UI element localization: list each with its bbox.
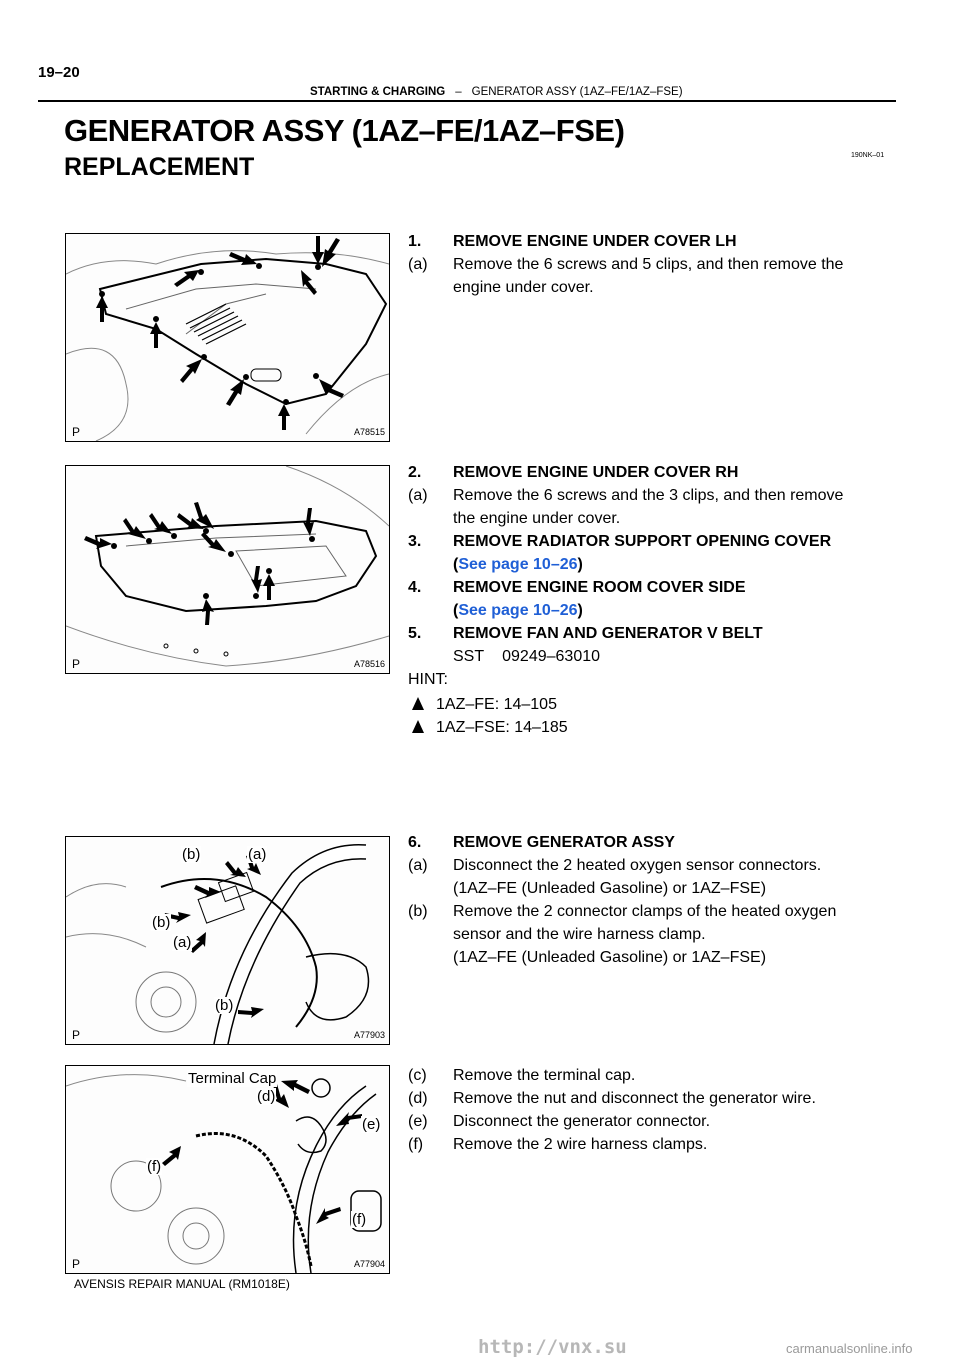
label-a-lower: (a) <box>173 934 192 951</box>
step-5: 5. REMOVE FAN AND GENERATOR V BELT <box>408 625 763 642</box>
figure-p-label: P <box>72 425 81 439</box>
figure-oxygen-sensor-connectors <box>65 836 390 1045</box>
label-f-right: (f) <box>352 1211 367 1228</box>
step-1a-cont: engine under cover. <box>453 279 594 296</box>
header-rule <box>38 100 896 102</box>
watermark-link[interactable]: http://vnx.su <box>478 1336 627 1358</box>
see-page-link[interactable]: See page 10–26 <box>458 556 578 573</box>
step-2a: (a) Remove the 6 screws and the 3 clips, and then remove <box>408 487 844 504</box>
hint-item: 1AZ–FE: 14–105 <box>412 694 557 716</box>
under-cover-lh-illustration <box>66 234 389 441</box>
figure-under-cover-lh <box>65 233 390 442</box>
step-4-ref: (See page 10–26) <box>453 602 583 619</box>
under-cover-rh-illustration <box>66 466 389 673</box>
page-subtitle: REPLACEMENT <box>64 153 255 181</box>
running-header <box>310 86 683 98</box>
generator-wire-illustration <box>66 1066 389 1273</box>
figure-p-label: P <box>72 657 81 671</box>
label-d: (d) <box>257 1088 276 1105</box>
step-2a-cont: the engine under cover. <box>453 510 621 527</box>
label-b-upper: (b) <box>182 846 201 863</box>
step-1: 1. REMOVE ENGINE UNDER COVER LH <box>408 233 737 250</box>
step-5-sst: SST 09249–63010 <box>453 648 601 665</box>
header-subsection: GENERATOR ASSY (1AZ–FE/1AZ–FSE) <box>471 86 683 98</box>
step-6b: (b) Remove the 2 connector clamps of the heated oxygen <box>408 903 837 920</box>
step-6a-cont: (1AZ–FE (Unleaded Gasoline) or 1AZ–FSE) <box>453 880 767 897</box>
header-section: STARTING & CHARGING <box>310 86 446 98</box>
footer: AVENSIS REPAIR MANUAL (RM1018E) <box>74 1277 290 1291</box>
triangle-icon <box>412 720 424 733</box>
step-2: 2. REMOVE ENGINE UNDER COVER RH <box>408 464 739 481</box>
figure-p-label: P <box>72 1028 81 1042</box>
step-6a: (a) Disconnect the 2 heated oxygen sensor connectors. <box>408 857 822 874</box>
hint-item: 1AZ–FSE: 14–185 <box>412 717 568 739</box>
step-6: 6. REMOVE GENERATOR ASSY <box>408 834 675 851</box>
label-e: (e) <box>362 1116 381 1133</box>
figure-generator-wire <box>65 1065 390 1274</box>
label-a-upper: (a) <box>248 846 267 863</box>
figure-p-label: P <box>72 1257 81 1271</box>
figure-id: A77904 <box>353 1259 385 1269</box>
triangle-icon <box>412 697 424 710</box>
figure-id: A77903 <box>353 1030 385 1040</box>
hint-label: HINT: <box>408 671 448 688</box>
step-3: 3. REMOVE RADIATOR SUPPORT OPENING COVER <box>408 533 832 550</box>
header-separator: – <box>455 86 462 98</box>
label-f-left: (f) <box>147 1158 162 1175</box>
page-number: 19–20 <box>38 64 80 81</box>
step-6f: (f) Remove the 2 wire harness clamps. <box>408 1136 708 1153</box>
step-1a: (a) Remove the 6 screws and 5 clips, and then remove the <box>408 256 844 273</box>
figure-id: A78515 <box>353 427 385 437</box>
figure-id: A78516 <box>353 659 385 669</box>
figure-under-cover-rh <box>65 465 390 674</box>
label-b-middle: (b) <box>152 914 171 931</box>
step-4: 4. REMOVE ENGINE ROOM COVER SIDE <box>408 579 746 596</box>
doc-code: 190NK–01 <box>851 152 885 159</box>
step-6e: (e) Disconnect the generator connector. <box>408 1113 711 1130</box>
step-6c: (c) Remove the terminal cap. <box>408 1067 636 1084</box>
step-6d: (d) Remove the nut and disconnect the generator wire. <box>408 1090 816 1107</box>
label-b-lower: (b) <box>215 997 234 1014</box>
watermark-text: carmanualsonline.info <box>786 1341 913 1356</box>
step-6b-cont2: (1AZ–FE (Unleaded Gasoline) or 1AZ–FSE) <box>453 949 767 966</box>
label-terminal-cap: Terminal Cap <box>188 1070 277 1087</box>
step-3-ref: (See page 10–26) <box>453 556 583 573</box>
see-page-link[interactable]: See page 10–26 <box>458 602 578 619</box>
page-title: GENERATOR ASSY (1AZ–FE/1AZ–FSE) <box>64 113 625 148</box>
step-6b-cont: sensor and the wire harness clamp. <box>453 926 706 943</box>
